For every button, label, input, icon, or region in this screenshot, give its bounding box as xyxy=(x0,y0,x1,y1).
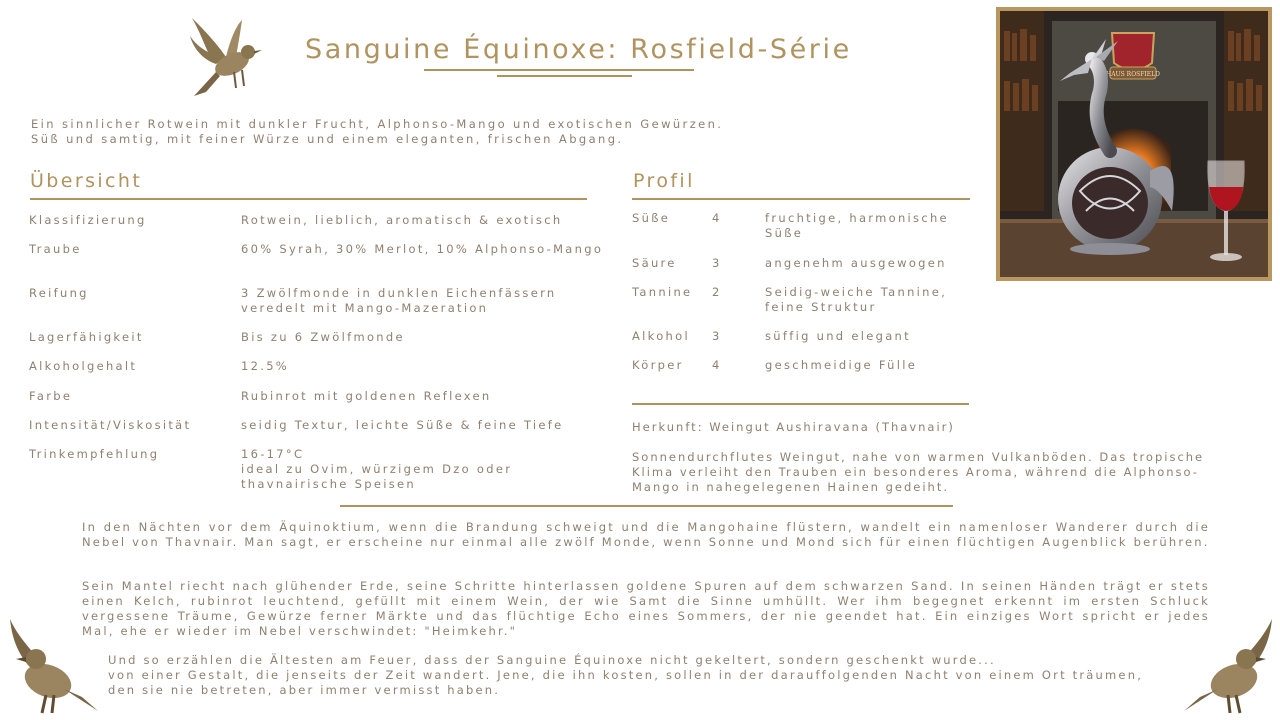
profile-label: Säure xyxy=(632,256,677,270)
profile-score: 3 xyxy=(712,329,722,343)
profile-label: Alkohol xyxy=(632,329,690,343)
overview-label: Lagerfähigkeit xyxy=(29,330,144,344)
overview-value xyxy=(241,447,606,492)
overview-value: 3 Zwölfmonde in dunklen Eichenfässern veredelt mit Mango-Mazeration xyxy=(241,286,557,315)
overview-value: seidig Textur, leichte Süße & feine Tiefe xyxy=(241,418,564,432)
story-paragraph-3 xyxy=(108,653,1168,698)
sparrow-top-icon xyxy=(186,12,266,102)
story-line: Und so erzählen die Ältesten am Feuer, dass der Sanguine Équinoxe nicht gekeltert, sondern geschenkt wurde... xyxy=(108,653,996,667)
story-paragraph-2: Sein Mantel riecht nach glühender Erde, seine Schritte hinterlassen goldene Spuren auf dem schwarzen Sand. In seinen Händen trägt er stets einen Kelch, rubinrot leuchtend, gefüllt mit einem Wein, der wie Samt die Sinne umhüllt. Wer ihm begegnet erkennt im ersten Schluck vergessene Träume, Gewürze ferner Märkte und das flüchtige Echo eines Sommers, der nie geendet hat. Ein einziges Wort spricht er jedes Mal, ehe er wieder im Nebel verschwindet: "Heimkehr." xyxy=(82,579,1210,638)
origin-text: Sonnendurchflutes Weingut, nahe von warmen Vulkanböden. Das tropische Klima verleiht den Trauben ein besonderes Aroma, während die Alphonso-Mango in nahegelegenen Hainen gedeiht. xyxy=(632,450,1205,494)
title-divider-long xyxy=(424,69,694,71)
profile-label: Süße xyxy=(632,211,671,225)
overview-value-line: 16-17°C xyxy=(241,447,305,461)
page-title: Sanguine Équinoxe: Rosfield-Série xyxy=(305,34,852,65)
overview-heading: Übersicht xyxy=(30,170,143,192)
overview-label: Traube xyxy=(29,242,82,256)
story-line: von einer Gestalt, die jenseits der Zeit wandert. Jene, die ihn kosten, sollen in der darauffolgenden Nacht von einem Ort träumen, den sie nie betreten, aber immer vermisst haben. xyxy=(108,668,1144,697)
overview-value-line: ideal zu Ovim, würzigem Dzo oder thavnairische Speisen xyxy=(241,462,513,491)
overview-value: Rubinrot mit goldenen Reflexen xyxy=(241,389,492,403)
story-paragraph-1: In den Nächten vor dem Äquinoktium, wenn die Brandung schweigt und die Mangohaine flüstern, wandelt ein namenloser Wanderer durch die Nebel von Thavnair. Man sagt, er erscheine nur einmal alle zwölf Monde, wenn Sonne und Mond sich für einen flüchtigen Augenblick berühren. xyxy=(82,520,1210,549)
overview-value: 60% Syrah, 30% Merlot, 10% Alphonso-Mango xyxy=(241,242,604,256)
profile-score: 2 xyxy=(712,285,722,299)
intro-line-1: Ein sinnlicher Rotwein mit dunkler Frucht, Alphonso-Mango und exotischen Gewürzen. xyxy=(31,117,724,131)
origin-divider xyxy=(632,403,969,405)
profile-score: 4 xyxy=(712,211,722,225)
intro-text xyxy=(31,117,831,147)
overview-value: 12.5% xyxy=(241,359,290,373)
overview-label: Klassifizierung xyxy=(29,213,147,227)
profile-description: angenehm ausgewogen xyxy=(765,256,947,270)
profile-label: Körper xyxy=(632,358,684,372)
story-divider xyxy=(340,505,953,507)
overview-label: Alkoholgehalt xyxy=(29,359,138,373)
profile-description: fruchtige, harmonische Süße xyxy=(765,211,949,240)
profile-description: Seidig-weiche Tannine, feine Struktur xyxy=(765,285,948,314)
origin-heading: Herkunft: Weingut Aushiravana (Thavnair) xyxy=(632,420,955,434)
title-divider-short xyxy=(497,75,632,77)
overview-value: Bis zu 6 Zwölfmonde xyxy=(241,330,405,344)
profile-label: Tannine xyxy=(632,285,693,299)
crest-sign-text: HAUS ROSFIELD xyxy=(1106,71,1160,78)
profile-score: 4 xyxy=(712,358,722,372)
overview-value: Rotwein, lieblich, aromatisch & exotisch xyxy=(241,213,563,227)
profile-description: süffig und elegant xyxy=(765,329,911,343)
overview-label: Intensität/Viskosität xyxy=(29,418,192,432)
profile-score: 3 xyxy=(712,256,722,270)
dragon-decanter-artwork xyxy=(996,7,1272,281)
dragon-scene-image xyxy=(1000,11,1268,277)
profile-heading: Profil xyxy=(633,170,695,192)
overview-label: Trinkempfehlung xyxy=(29,447,160,461)
overview-divider xyxy=(30,198,587,200)
intro-line-2: Süß und samtig, mit feiner Würze und einem eleganten, frischen Abgang. xyxy=(31,132,624,146)
overview-label: Reifung xyxy=(29,286,89,300)
profile-divider xyxy=(632,198,970,200)
profile-description: geschmeidige Fülle xyxy=(765,358,918,372)
overview-label: Farbe xyxy=(29,389,73,403)
